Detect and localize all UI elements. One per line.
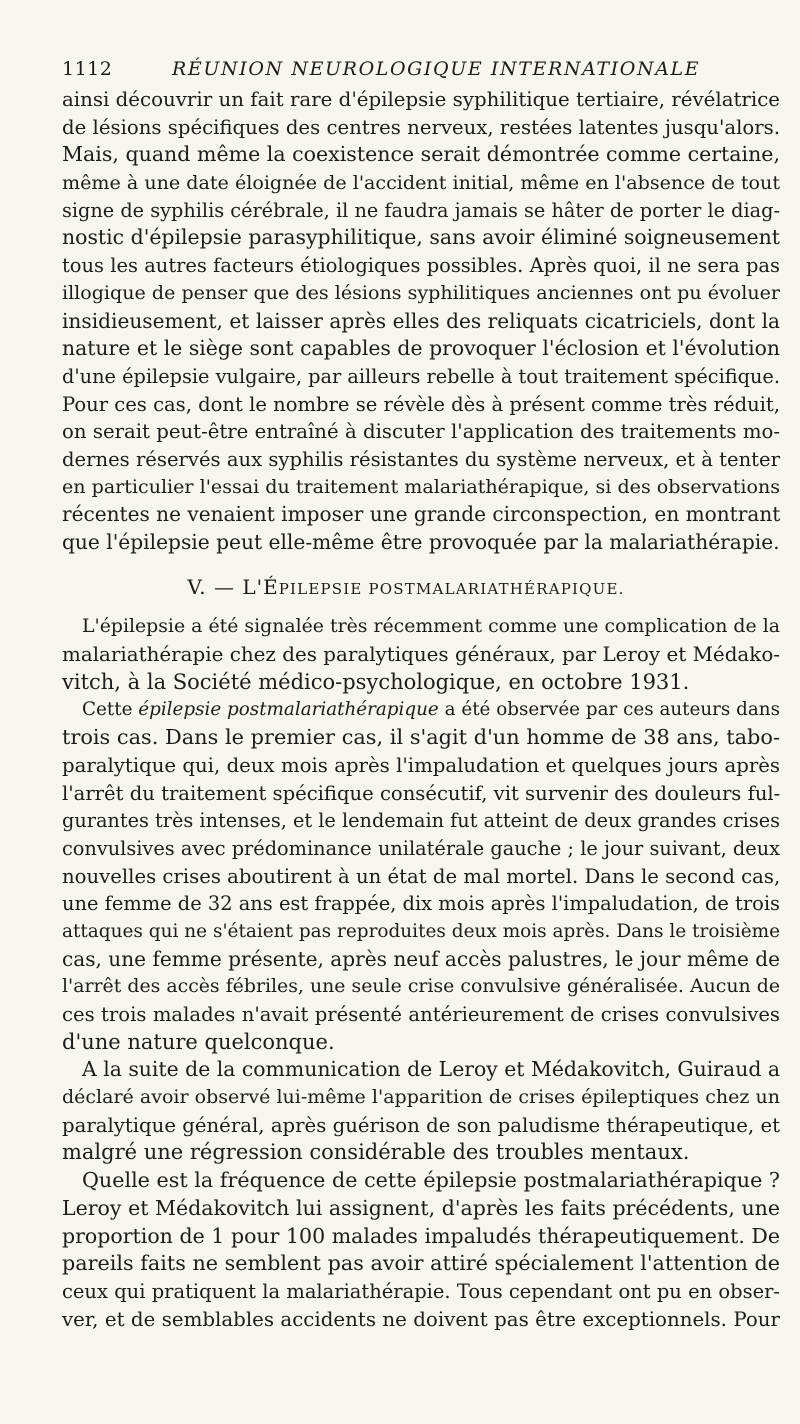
section-first-letter: L'É (242, 574, 279, 599)
text-fragment: a été observée par ces auteurs dans (438, 699, 780, 721)
text-line: pareils faits ne semblent pas avoir attiré spécialement l'attention de (62, 1251, 780, 1276)
text-line: l'arrêt du traitement spécifique consécutif, vit survenir des douleurs ful- (62, 781, 781, 805)
running-head (62, 58, 742, 88)
page-number: 1112 (62, 58, 113, 80)
text-line: ceux qui pratiquent la malariathérapie. Tous cependant ont pu en obser- (62, 1279, 780, 1303)
body-text (62, 86, 780, 1333)
section-heading (62, 574, 780, 602)
text-line: une femme de 32 ans est frappée, dix mois après l'impaludation, de trois (62, 892, 780, 916)
section-numeral: V. — (187, 574, 236, 599)
text-line: Quelle est la fréquence de cette épilepsie postmalariathérapique ? (82, 1168, 780, 1193)
text-line: vitch, à la Société médico-psychologique, en octobre 1931. (62, 669, 690, 694)
text-line: déclaré avoir observé lui-même l'apparition de crises épileptiques chez un (62, 1086, 780, 1109)
text-line: trois cas. Dans le premier cas, il s'agit d'un homme de 38 ans, tabo- (62, 725, 780, 750)
text-line: gurantes très intenses, et le lendemain fut atteint de deux grandes crises (62, 809, 780, 833)
text-line: malariathérapie chez des paralytiques généraux, par Leroy et Médako- (62, 643, 780, 667)
text-line: attaques qui ne s'étaient pas reproduites deux mois après. Dans le troisième (62, 920, 780, 942)
text-line: en particulier l'essai du traitement malariathérapique, si des observations (62, 475, 780, 498)
text-line: tous les autres facteurs étiologiques possibles. Après quoi, il ne sera pas (62, 254, 780, 278)
text-line: signe de syphilis cérébrale, il ne faudra jamais se hâter de porter le diag- (62, 198, 780, 222)
journal-title: RÉUNION NEUROLOGIQUE INTERNATIONALE (172, 58, 701, 80)
paragraph-continued (62, 86, 780, 557)
text-line: que l'épilepsie peut elle-même être provoquée par la malariathérapie. (62, 530, 780, 554)
text-line: proportion de 1 pour 100 malades impaludés thérapeutiquement. De (62, 1223, 780, 1248)
italic-term: épilepsie postmalariathérapique (138, 699, 439, 721)
text-line: L'épilepsie a été signalée très récemment comme une complication de la (82, 615, 780, 638)
text-line: récentes ne venaient imposer une grande circonspection, en montrant (62, 502, 781, 527)
text-line: d'une épilepsie vulgaire, par ailleurs rebelle à tout traitement spécifique. (62, 364, 780, 388)
text-line: nature et le siège sont capables de provoquer l'éclosion et l'évolution (62, 336, 780, 361)
text-line: Leroy et Médakovitch lui assignent, d'après les faits précédents, une (62, 1195, 780, 1220)
text-fragment: Cette (82, 699, 139, 721)
text-line: on serait peut-être entraîné à discuter l'application des traitements mo- (62, 420, 780, 444)
text-line: même à une date éloignée de l'accident initial, même en l'absence de tout (62, 171, 780, 195)
text-line: de lésions spécifiques des centres nerveux, restées latentes jusqu'alors. (62, 115, 780, 139)
text-line: ainsi découvrir un fait rare d'épilepsie syphilitique tertiaire, révélatrice (62, 88, 780, 111)
text-line: Pour ces cas, dont le nombre se révèle dès à présent comme très réduit, (62, 392, 780, 416)
text-line: insidieusement, et laisser après elles des reliquats cicatriciels, dont la (62, 308, 780, 333)
text-line: ver, et de semblables accidents ne doivent pas être exceptionnels. Pour (62, 1307, 780, 1331)
text-line: paralytique qui, deux mois après l'impaludation et quelques jours après (62, 753, 780, 777)
paragraph (62, 696, 780, 1056)
paragraph (62, 1167, 780, 1333)
text-line: d'une nature quelconque. (62, 1029, 335, 1054)
text-line: ces trois malades n'avait présenté antérieurement de crises convulsives (62, 1003, 780, 1026)
text-line: cas, une femme présente, après neuf accès palustres, le jour même de (62, 946, 780, 971)
text-line: Mais, quand même la coexistence serait démontrée comme certaine, (62, 142, 780, 167)
text-line (62, 696, 780, 724)
text-line: nostic d'épilepsie parasyphilitique, sans avoir éliminé soigneusement (62, 225, 780, 250)
text-line: malgré une régression considérable des troubles mentaux. (62, 1140, 690, 1165)
text-line: A la suite de la communication de Leroy et Médakovitch, Guiraud a (82, 1057, 780, 1082)
text-line: nouvelles crises aboutirent à un état de mal mortel. Dans le second cas, (62, 864, 781, 888)
text-line: paralytique général, après guérison de son paludisme thérapeutique, et (62, 1113, 780, 1137)
text-line: illogique de penser que des lésions syphilitiques anciennes ont pu évoluer (62, 281, 780, 304)
text-line: convulsives avec prédominance unilatérale gauche ; le jour suivant, deux (62, 836, 780, 860)
paragraph (62, 1056, 780, 1167)
section-title-rest: PILEPSIE POSTMALARIATHÉRAPIQUE. (278, 579, 625, 598)
text-line: l'arrêt des accès fébriles, une seule crise convulsive généralisée. Aucun de (62, 975, 780, 998)
paragraph (62, 613, 780, 696)
text-line: dernes réservés aux syphilis résistantes du système nerveux, et à tenter (62, 447, 780, 471)
